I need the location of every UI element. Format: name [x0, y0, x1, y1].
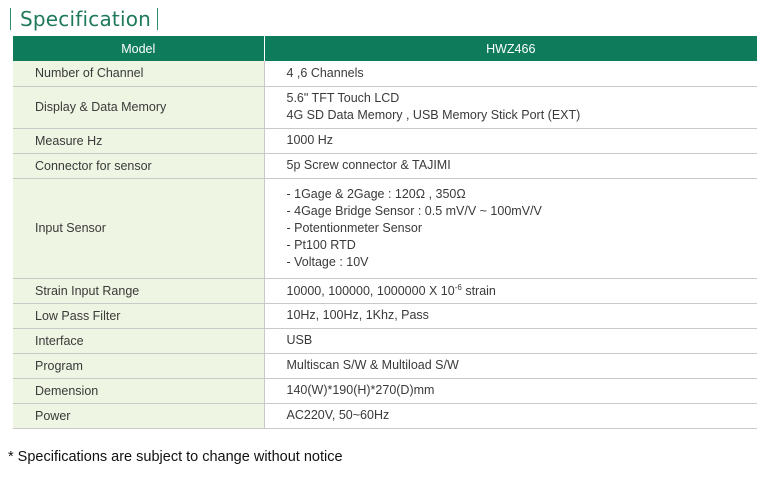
row-value — [264, 278, 757, 303]
section-title — [10, 6, 158, 32]
value-text: 10000, 100000, 1000000 X 10 — [286, 283, 455, 298]
row-label: Interface — [13, 328, 264, 353]
row-value — [264, 378, 757, 403]
table-row — [13, 278, 757, 303]
row-label: Measure Hz — [13, 128, 264, 153]
row-value — [264, 178, 757, 278]
value-line: 5.6" TFT Touch LCD — [286, 91, 400, 105]
row-value — [264, 403, 757, 428]
row-value — [264, 86, 757, 128]
row-value — [264, 61, 757, 86]
row-label: Connector for sensor — [13, 153, 264, 178]
table-row — [13, 178, 757, 278]
row-label: Power — [13, 403, 264, 428]
table-row — [13, 61, 757, 86]
value-line: 140(W)*190(H)*270(D)mm — [286, 383, 435, 397]
title-right-bar — [157, 8, 158, 30]
value-line: - Voltage : 10V — [286, 254, 369, 269]
table-row — [13, 403, 757, 428]
value-exponent: -6 — [454, 282, 462, 292]
value-line: USB — [286, 333, 313, 347]
spec-table — [13, 36, 757, 429]
value-line: 1000 Hz — [286, 133, 334, 147]
value-line: Multiscan S/W & Multiload S/W — [286, 358, 459, 372]
row-label: Program — [13, 353, 264, 378]
page-title: Specification — [20, 7, 152, 31]
row-value — [264, 153, 757, 178]
row-value — [264, 328, 757, 353]
row-label: Input Sensor — [13, 178, 264, 278]
header-model: Model — [13, 36, 264, 61]
row-label: Low Pass Filter — [13, 303, 264, 328]
value-unit: strain — [461, 283, 496, 298]
value-line: - 4Gage Bridge Sensor : 0.5 mV/V ~ 100mV/V — [286, 203, 542, 218]
value-line: 5p Screw connector & TAJIMI — [286, 158, 451, 172]
table-row — [13, 378, 757, 403]
table-row — [13, 86, 757, 128]
value-line: AC220V, 50~60Hz — [286, 408, 390, 422]
row-label: Display & Data Memory — [13, 86, 264, 128]
value-line: - 1Gage & 2Gage : 120Ω , 350Ω — [286, 186, 466, 201]
value-line: 4 ,6 Channels — [286, 65, 364, 80]
value-line: 4G SD Data Memory , USB Memory Stick Port (EXT) — [286, 108, 581, 122]
row-value — [264, 353, 757, 378]
table-row — [13, 303, 757, 328]
value-line: 10Hz, 100Hz, 1Khz, Pass — [286, 308, 429, 322]
row-label: Demension — [13, 378, 264, 403]
table-header-row — [13, 36, 757, 61]
footnote: * Specifications are subject to change without notice — [8, 449, 343, 465]
value-line: - Pt100 RTD — [286, 237, 356, 252]
value-line: - Potentionmeter Sensor — [286, 220, 422, 235]
table-row — [13, 128, 757, 153]
table-row — [13, 153, 757, 178]
table-row — [13, 353, 757, 378]
row-label: Number of Channel — [13, 61, 264, 86]
header-model-value: HWZ466 — [264, 36, 757, 61]
row-value — [264, 303, 757, 328]
row-value — [264, 128, 757, 153]
row-label: Strain Input Range — [13, 278, 264, 303]
table-row — [13, 328, 757, 353]
